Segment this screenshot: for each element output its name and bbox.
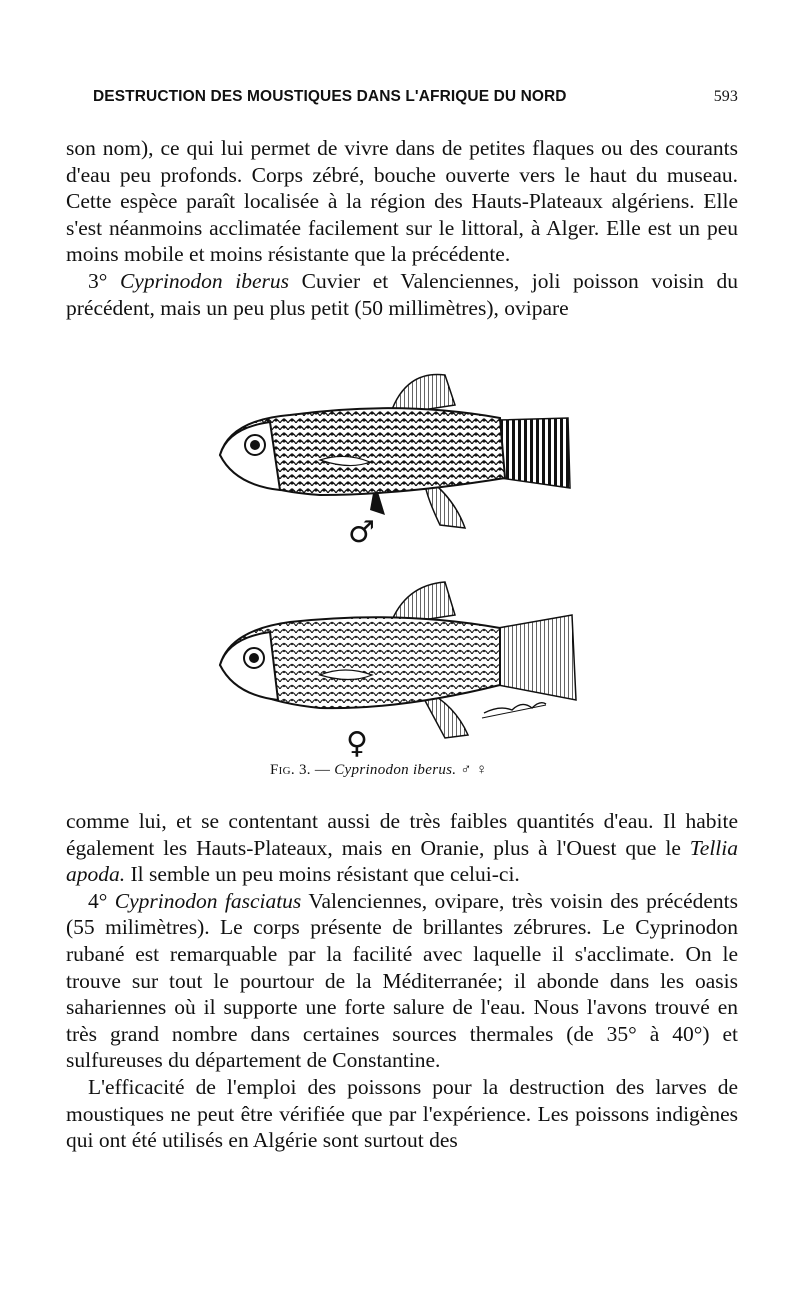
species-name: Cyprinodon iberus (119, 268, 290, 293)
paragraph-3-text-b: Il semble un peu moins résistant que celui-ci. (130, 862, 520, 887)
item-number-4: 4° (88, 888, 108, 913)
artist-signature (482, 703, 546, 718)
species-name-tellia: Tellia apoda. (66, 835, 738, 887)
paragraph-2-text: Cuvier et Valenciennes, joli poisson voisin du précédent, mais un peu plus petit (50 millimètres), ovipare (66, 268, 739, 320)
running-title: DESTRUCTION DES MOUSTIQUES DANS L'AFRIQUE DU NORD (93, 88, 567, 105)
figure-caption (270, 762, 570, 779)
fish-figure (200, 360, 600, 780)
species-name-fasciatus: Cyprinodon fasciatus (114, 888, 302, 913)
page-number: 593 (713, 88, 738, 105)
upper-text (66, 135, 738, 321)
female-symbol: ♀ (346, 726, 368, 761)
paragraph-4-text: Valenciennes, ovipare, très voisin des précédents (55 milimètres). Le corps présente de brillantes zébrures. Le Cyprinodon rubané est remarquable par la facilité avec laquelle il s'acclimate. On le trouve sur tout le pourtour de la Méditerranée; il abonde dans les oasis sahariennes où il supporte une forte salure de l'eau. Nous l'avons trouvé en très grand nombre dans certaines sources thermales (de 35° à 40°) et sulfureuses du département de Constantine. (66, 888, 739, 1073)
item-number-3: 3° (88, 268, 108, 293)
caption-species: Cyprinodon iberus. (334, 762, 457, 778)
caption-symbols: ♂ ♀ (460, 762, 488, 778)
male-symbol: ♂ (348, 515, 375, 550)
male-fish (220, 375, 570, 529)
paragraph-4 (66, 888, 738, 1074)
paragraph-3-text-a: comme lui, et se contentant aussi de très faibles quantités d'eau. Il habite également les Hauts-Plateaux, mais en Oranie, plus à l'Ouest que le (66, 809, 738, 860)
paragraph-2 (66, 268, 738, 321)
paragraph-1: son nom), ce qui lui permet de vivre dans de petites flaques ou des courants d'eau peu profonds. Corps zébré, bouche ouverte vers le haut du museau. Cette espèce paraît localisée à la région des Hauts-Plateaux algériens. Elle s'est néanmoins acclimatée facilement sur le littoral, à Alger. Elle est un peu moins mobile et moins résistante que la précédente. (66, 136, 738, 267)
paragraph-3 (66, 808, 738, 888)
fish-illustration (200, 360, 600, 760)
caption-dash: — (314, 762, 331, 778)
paragraph-5: L'efficacité de l'emploi des poissons pour la destruction des larves de moustiques ne peut être vérifiée que par l'expérience. Les poissons indigènes qui ont été utilisés en Algérie sont surtout des (66, 1074, 738, 1153)
female-fish (220, 582, 576, 738)
running-header (93, 88, 738, 106)
caption-fig-label: Fig. 3. (270, 762, 311, 778)
lower-text (66, 808, 738, 1154)
